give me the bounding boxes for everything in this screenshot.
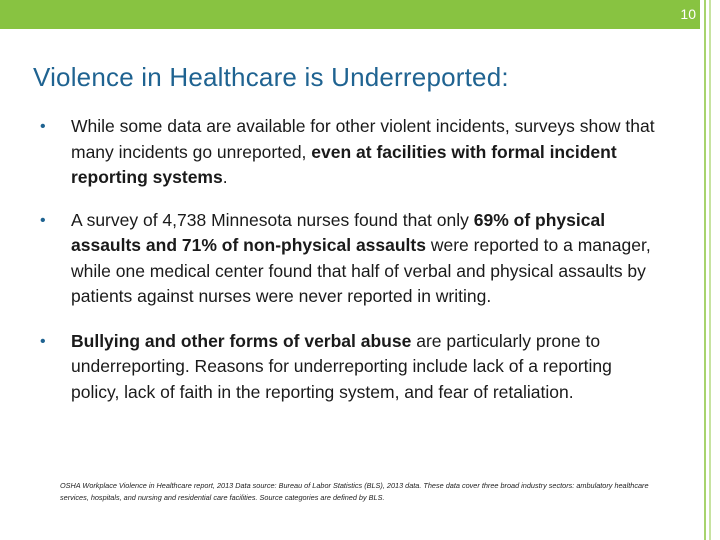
bullet-dot-icon: • — [40, 211, 46, 229]
bullet-list — [40, 114, 665, 421]
slide-number: 10 — [680, 6, 696, 22]
bullet-text: While some data are available for other violent incidents, surveys show that many incidents go unreported, — [71, 116, 655, 162]
side-accent-stripe — [709, 0, 711, 540]
bullet-emphasis: 69% of physical assaults and 71% of non-physical assaults — [71, 209, 606, 255]
source-footnote: OSHA Workplace Violence in Healthcare report, 2013 Data source: Bureau of Labor Statistics (BLS), 2013 data. These data cover three broad industry sectors: ambulatory healthcare services, hospitals, and nursing and residential care facilities. Source categories are defined by BLS. — [60, 481, 649, 502]
bullet-dot-icon: • — [40, 118, 46, 135]
bullet-text: are particularly prone to underreporting. Reasons for underreporting include lack of a reporting policy, lack of faith in the reporting system, and fear of retaliation. — [71, 330, 612, 402]
bullet-item — [40, 114, 665, 191]
bullet-emphasis: even at facilities with formal incident reporting systems — [71, 141, 617, 187]
bullet-text: were reported to a manager, while one medical center found that half of verbal and physical assaults by patients against nurses were never reported in writing. — [71, 235, 651, 306]
bullet-dot-icon: • — [40, 332, 46, 350]
slide-title: Violence in Healthcare is Underreported: — [33, 62, 509, 92]
bullet-text: A survey of 4,738 Minnesota nurses found that only — [71, 209, 474, 230]
header-bar — [0, 0, 700, 29]
side-accent-bar — [704, 0, 720, 540]
bullet-item — [40, 208, 665, 310]
bullet-item — [40, 329, 665, 406]
bullet-emphasis: Bullying and other forms of verbal abuse — [71, 330, 412, 351]
bullet-text: . — [222, 167, 228, 187]
